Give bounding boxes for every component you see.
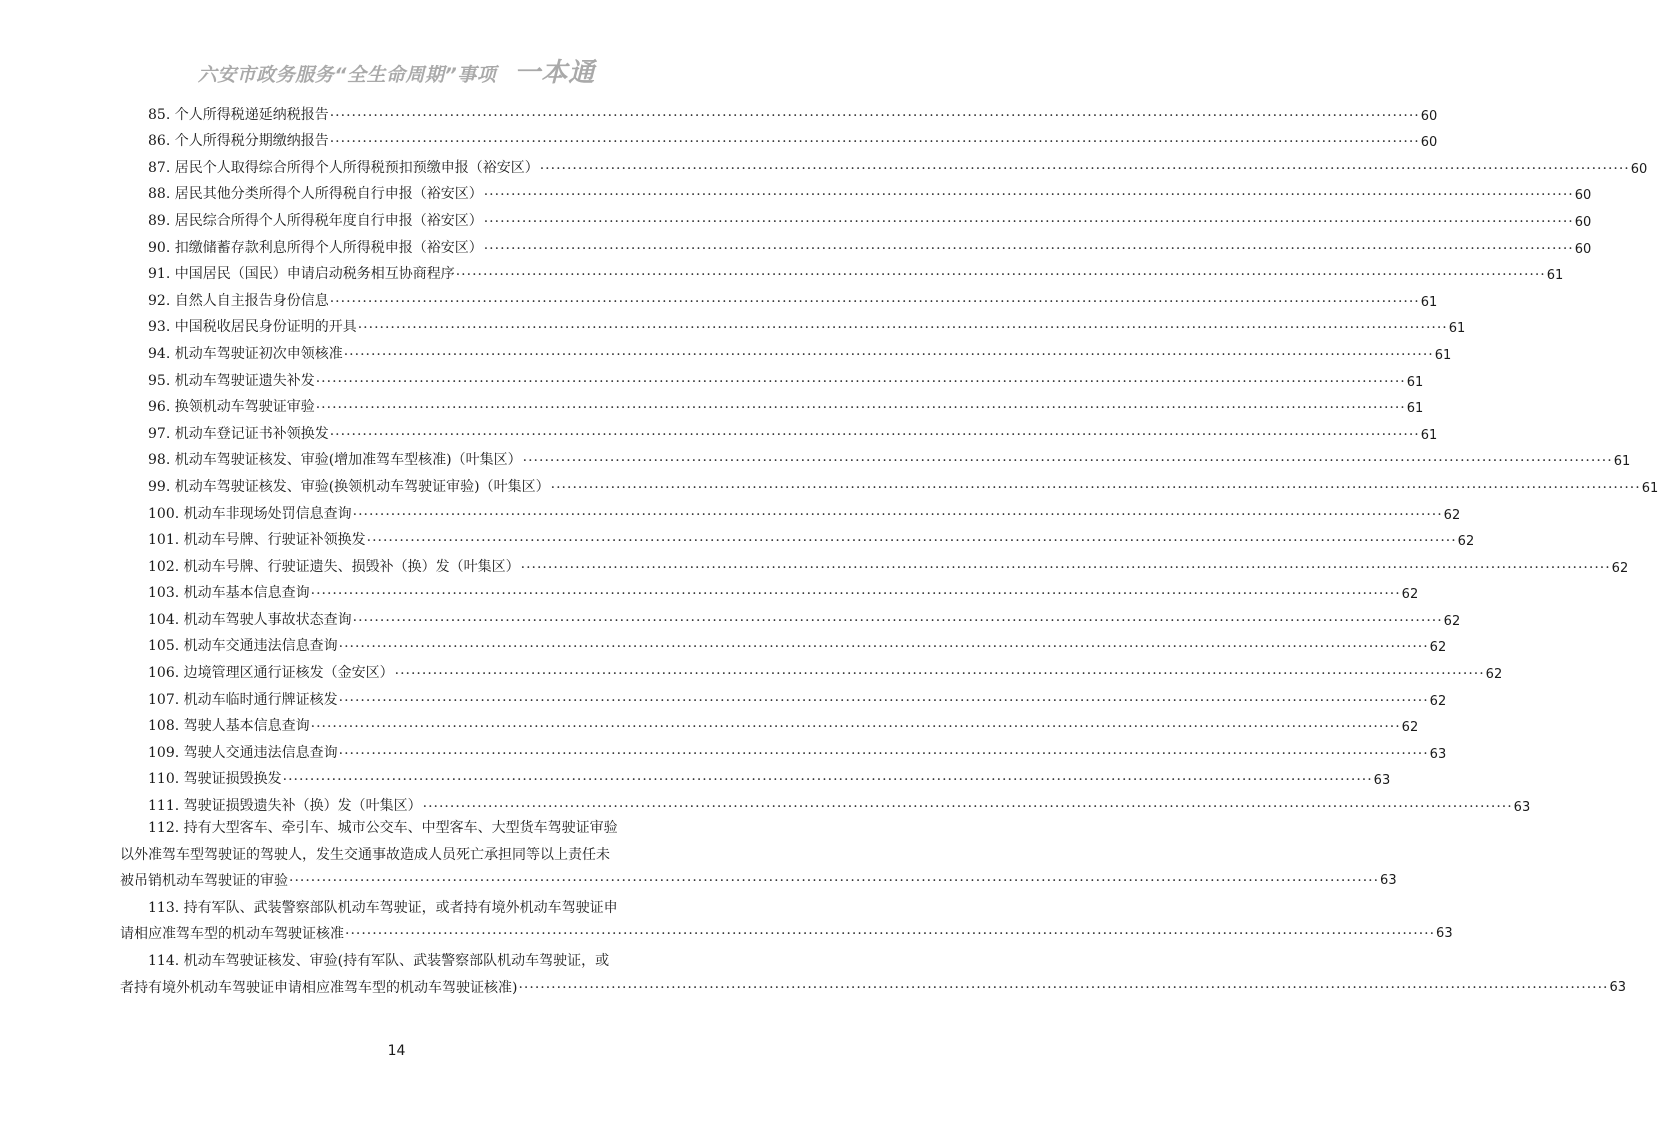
header-title: 六安市政务服务“全生命周期”事项 — [197, 64, 497, 86]
toc-entry-title: 93. 中国税收居民身份证明的开具 — [148, 319, 357, 336]
toc-entry[interactable] — [148, 124, 1438, 151]
toc-entry-page: 61 — [1641, 480, 1658, 496]
toc-entry-page: 62 — [1443, 507, 1461, 523]
toc-entry[interactable] — [148, 283, 1438, 310]
toc-entry-page: 61 — [1613, 454, 1631, 470]
dot-leader: ········································································································································································································ — [329, 293, 1420, 310]
dot-leader: ········································································································································································································ — [520, 559, 1611, 576]
dot-leader: ········································································································································································································ — [289, 873, 1380, 890]
dot-leader: ········································································································································································································ — [343, 346, 1434, 363]
toc-entry-title: 99. 机动车驾驶证核发、审验(换领机动车驾驶证审验)（叶集区） — [148, 478, 550, 495]
toc-entry-page: 62 — [1485, 667, 1503, 683]
dot-leader: ········································································································································································································ — [315, 400, 1406, 417]
toc-entry-last-line — [120, 921, 1453, 948]
toc-entry-title: 91. 中国居民（国民）申请启动税务相互协商程序 — [148, 266, 455, 283]
toc-entry[interactable] — [148, 549, 1629, 576]
dot-leader: ········································································································································································································ — [366, 533, 1457, 550]
toc-entry[interactable] — [148, 203, 1592, 230]
toc-entry[interactable] — [148, 416, 1438, 443]
toc-entry-page: 61 — [1406, 401, 1424, 417]
dot-leader: ········································································································································································································ — [345, 926, 1436, 943]
toc-entry-line: 113. 持有军队、武装警察部队机动车驾驶证，或者持有境外机动车驾驶证申 — [148, 899, 618, 916]
toc-entry-title: 106. 边境管理区通行证核发（金安区） — [148, 665, 394, 682]
page-number: 14 — [387, 1043, 406, 1059]
dot-leader: ········································································································································································································ — [338, 692, 1429, 709]
toc-entry-title: 者持有境外机动车驾驶证申请相应准驾车型的机动车驾驶证核准) — [120, 979, 518, 996]
dot-leader: ········································································································································································································ — [539, 160, 1630, 177]
dot-leader: ········································································································································································································ — [310, 719, 1401, 736]
toc-entry-multiline[interactable] — [120, 815, 1397, 895]
dot-leader: ········································································································································································································ — [483, 187, 1574, 204]
toc-entry-page: 60 — [1574, 241, 1592, 257]
toc-entry-title: 97. 机动车登记证书补领换发 — [148, 425, 329, 442]
dot-leader: ········································································································································································································ — [329, 134, 1420, 151]
toc-entry[interactable] — [148, 363, 1424, 390]
toc-entry-title: 94. 机动车驾驶证初次申领核准 — [148, 345, 343, 362]
dot-leader: ········································································································································································································ — [338, 745, 1429, 762]
toc-entry-page: 60 — [1574, 214, 1592, 230]
toc-entry-title: 111. 驾驶证损毁遗失补（换）发（叶集区） — [148, 798, 422, 815]
dot-leader: ········································································································································································································ — [352, 612, 1443, 629]
toc-entry-title: 86. 个人所得税分期缴纳报告 — [148, 133, 329, 150]
toc-entry-title: 92. 自然人自主报告身份信息 — [148, 292, 329, 309]
dot-leader: ········································································································································································································ — [282, 772, 1373, 789]
toc-entry[interactable] — [148, 788, 1531, 816]
toc-entry-title: 105. 机动车交通违法信息查询 — [148, 638, 338, 655]
toc-entry-page: 63 — [1513, 800, 1531, 816]
toc-entry[interactable] — [148, 230, 1592, 257]
dot-leader: ········································································································································································································ — [338, 639, 1429, 656]
dot-leader: ········································································································································································································ — [422, 799, 1513, 816]
table-of-contents — [120, 97, 1658, 1001]
toc-entry-page: 63 — [1436, 926, 1453, 942]
toc-entry-title: 100. 机动车非现场处罚信息查询 — [148, 505, 352, 522]
toc-entry-title: 102. 机动车号牌、行驶证遗失、损毁补（换）发（叶集区） — [148, 558, 520, 575]
toc-entry-page: 61 — [1406, 374, 1424, 390]
toc-entry[interactable] — [148, 310, 1466, 337]
dot-leader: ········································································································································································································ — [310, 586, 1401, 603]
toc-entry[interactable] — [148, 576, 1419, 603]
toc-entry-title: 101. 机动车号牌、行驶证补领换发 — [148, 532, 366, 549]
toc-entry-title: 87. 居民个人取得综合所得个人所得税预扣预缴申报（裕安区） — [148, 159, 539, 176]
toc-entry-title: 109. 驾驶人交通违法信息查询 — [148, 744, 338, 761]
toc-entry-page: 62 — [1429, 693, 1447, 709]
toc-entry[interactable] — [148, 709, 1419, 736]
toc-entry-title: 被吊销机动车驾驶证的审验 — [120, 873, 288, 890]
dot-leader: ········································································································································································································ — [483, 240, 1574, 257]
dot-leader: ········································································································································································································ — [329, 426, 1420, 443]
toc-entry[interactable] — [148, 523, 1475, 550]
header-accent: 一本通 — [514, 58, 596, 88]
toc-entry-last-line — [120, 868, 1397, 895]
toc-entry-title: 85. 个人所得税递延纳税报告 — [148, 106, 329, 123]
toc-entry[interactable] — [148, 496, 1461, 523]
toc-entry-page: 60 — [1630, 161, 1648, 177]
toc-entry[interactable] — [148, 177, 1592, 204]
dot-leader: ········································································································································································································ — [357, 320, 1448, 337]
toc-entry-page: 61 — [1420, 427, 1438, 443]
toc-entry-page: 63 — [1429, 746, 1447, 762]
toc-entry-page: 63 — [1373, 773, 1391, 789]
toc-entry[interactable] — [148, 735, 1447, 762]
toc-entry[interactable] — [148, 762, 1391, 789]
toc-entry-page: 62 — [1457, 534, 1475, 550]
toc-entry[interactable] — [148, 390, 1424, 417]
toc-entry-page: 62 — [1401, 587, 1419, 603]
page-header — [0, 52, 793, 89]
dot-leader: ········································································································································································································ — [455, 267, 1546, 284]
toc-entry[interactable] — [148, 602, 1461, 629]
dot-leader: ········································································································································································································ — [518, 979, 1609, 996]
toc-entry-page: 60 — [1420, 108, 1438, 124]
toc-entry-page: 60 — [1420, 135, 1438, 151]
toc-entry-page: 63 — [1609, 979, 1627, 995]
toc-entry[interactable] — [148, 469, 1658, 496]
toc-entry-title: 请相应准驾车型的机动车驾驶证核准 — [120, 926, 344, 943]
toc-entry-title: 89. 居民综合所得个人所得税年度自行申报（裕安区） — [148, 212, 483, 229]
toc-entry[interactable] — [148, 655, 1503, 683]
dot-leader: ········································································································································································································ — [315, 373, 1406, 390]
toc-entry-page: 62 — [1401, 720, 1419, 736]
toc-entry-page: 61 — [1420, 294, 1438, 310]
dot-leader: ········································································································································································································ — [394, 666, 1485, 683]
toc-entry-page: 61 — [1448, 321, 1466, 337]
toc-entry-page: 62 — [1611, 560, 1629, 576]
toc-entry-page: 62 — [1429, 640, 1447, 656]
toc-entry-title: 110. 驾驶证损毁换发 — [148, 771, 282, 788]
dot-leader: ········································································································································································································ — [352, 506, 1443, 523]
dot-leader: ········································································································································································································ — [329, 107, 1420, 124]
toc-entry[interactable] — [148, 97, 1438, 124]
dot-leader: ········································································································································································································ — [522, 453, 1613, 470]
toc-entry-title: 103. 机动车基本信息查询 — [148, 585, 310, 602]
toc-entry-title: 107. 机动车临时通行牌证核发 — [148, 691, 338, 708]
dot-leader: ········································································································································································································ — [483, 213, 1574, 230]
toc-entry-page: 61 — [1434, 347, 1452, 363]
toc-entry-title: 96. 换领机动车驾驶证审验 — [148, 399, 315, 416]
toc-entry-title: 88. 居民其他分类所得个人所得税自行申报（裕安区） — [148, 186, 483, 203]
toc-entry[interactable] — [148, 150, 1648, 177]
toc-entry-title: 104. 机动车驾驶人事故状态查询 — [148, 611, 352, 628]
toc-entry-page: 62 — [1443, 613, 1461, 629]
toc-entry-title: 90. 扣缴储蓄存款利息所得个人所得税申报（裕安区） — [148, 239, 483, 256]
toc-entry[interactable] — [148, 682, 1447, 709]
toc-entry-title: 95. 机动车驾驶证遗失补发 — [148, 372, 315, 389]
toc-entry[interactable] — [148, 336, 1452, 363]
toc-entry-multiline[interactable] — [120, 948, 1627, 1001]
toc-entry-title: 98. 机动车驾驶证核发、审验(增加准驾车型核准)（叶集区） — [148, 452, 522, 469]
toc-entry[interactable] — [148, 629, 1447, 656]
toc-entry-last-line — [120, 975, 1627, 1002]
toc-entry-page: 60 — [1574, 188, 1592, 204]
toc-entry-line: 114. 机动车驾驶证核发、审验(持有军队、武装警察部队机动车驾驶证，或 — [148, 953, 610, 969]
toc-entry-multiline[interactable] — [120, 895, 1453, 948]
toc-entry-page: 63 — [1380, 873, 1397, 889]
toc-entry-title: 108. 驾驶人基本信息查询 — [148, 718, 310, 735]
toc-entry-line: 112. 持有大型客车、牵引车、城市公交车、中型客车、大型货车驾驶证审验 — [148, 820, 618, 837]
toc-entry-line: 以外准驾车型驾驶证的驾驶人，发生交通事故造成人员死亡承担同等以上责任未 — [120, 846, 610, 863]
toc-entry[interactable] — [148, 443, 1631, 470]
toc-entry-page: 61 — [1546, 268, 1564, 284]
toc-entry[interactable] — [148, 257, 1564, 284]
dot-leader: ········································································································································································································ — [550, 479, 1641, 496]
